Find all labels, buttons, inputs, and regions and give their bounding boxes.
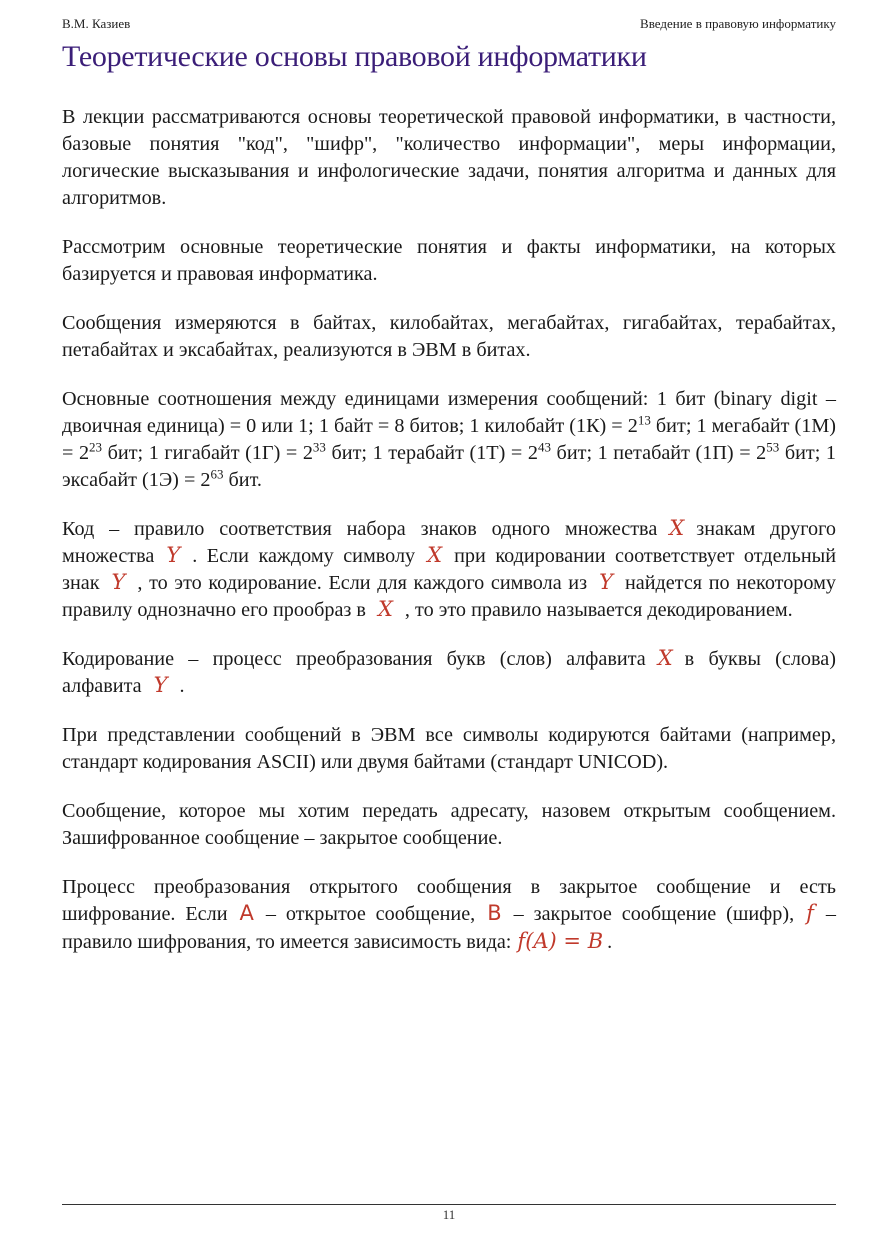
math-symbol-y: Y (599, 570, 613, 594)
paragraph-code-definition (62, 516, 836, 624)
text-segment: – закрытое сообщение (шифр), (513, 903, 795, 925)
text-segment: бит; 1 гигабайт (1Г) = 2 (102, 442, 313, 464)
text-segment: , то это правило называется декодированием. (404, 599, 793, 621)
paragraph-unit-relations (62, 386, 836, 494)
exponent: 63 (210, 466, 224, 482)
text-segment: бит; 1 петабайт (1П) = 2 (550, 442, 767, 464)
text-segment: . (179, 675, 185, 697)
math-symbol-x: X (377, 597, 393, 621)
math-symbol-x: X (657, 646, 673, 670)
text-segment: в буквы (слова) алфавита (62, 648, 836, 697)
header-author: В.М. Казиев (62, 16, 131, 31)
text-segment: Процесс преобразования открытого сообщения в закрытое сообщение и есть шифрование. Если (62, 876, 836, 925)
math-formula: f(A) = B (517, 929, 604, 953)
math-symbol-a: A (239, 901, 254, 925)
text-segment: знакам другого множества (62, 518, 836, 567)
math-symbol-y: Y (111, 570, 126, 594)
paragraph-byte-encoding: При представлении сообщений в ЭВМ все символы кодируются байтами (например, стандарт кодирования ASCII) или двумя байтами (стандарт UNICOD). (62, 724, 836, 773)
text-segment: бит; 1 мегабайт (1М) = 2 (62, 415, 837, 464)
math-symbol-y: Y (153, 673, 168, 697)
text-segment: – правило шифрования, то имеется зависимость вида: (62, 903, 837, 953)
header-book-title: Введение в правовую информатику (640, 16, 836, 31)
text-segment: , то это кодирование. Если для каждого символа из (137, 572, 588, 594)
text-segment: Кодирование – процесс преобразования букв (слов) алфавита (62, 648, 646, 670)
section-title: Теоретические основы правовой информатики (62, 40, 647, 73)
page-number: 11 (442, 1207, 456, 1222)
exponent: 23 (89, 439, 103, 455)
exponent: 53 (766, 439, 780, 455)
math-symbol-f: f (806, 901, 814, 925)
paragraph-encryption (62, 874, 836, 956)
text-segment: бит; 1 эксабайт (1Э) = 2 (62, 442, 836, 491)
paragraph-intro: В лекции рассматриваются основы теоретической правовой информатики, в частности, базовые понятия "код", "шифр", "количество информации", меры информации, логические высказывания и инфологические задачи, понятия алгоритма и данных для алгоритмов. (62, 106, 836, 209)
body-text (62, 104, 836, 978)
text-segment: – открытое сообщение, (265, 903, 476, 925)
document-page (62, 0, 836, 1241)
paragraph-encoding (62, 646, 836, 700)
text-segment: при кодировании соответствует отдельный знак (62, 545, 836, 594)
exponent: 13 (637, 412, 651, 428)
text-segment: бит; 1 терабайт (1Т) = 2 (325, 442, 538, 464)
text-segment: Код – правило соответствия набора знаков одного множества (62, 518, 658, 540)
math-symbol-x: X (669, 516, 685, 540)
math-symbol-b: B (487, 901, 502, 925)
paragraph-concepts: Рассмотрим основные теоретические понятия и факты информатики, на которых базируется и правовая информатика. (62, 236, 836, 285)
footer-divider (62, 1204, 836, 1205)
exponent: 33 (312, 439, 326, 455)
text-segment: найдется по некоторому правилу однозначно его прообраз в (62, 572, 836, 621)
text-segment: бит. (223, 469, 262, 491)
text-segment: Основные соотношения между единицами измерения сообщений: 1 бит (binary digit – двоичная единица) = 0 или 1; 1 байт = 8 битов; 1 килобайт (1К) = 2 (62, 388, 836, 437)
text-segment: . (607, 931, 613, 953)
exponent: 43 (537, 439, 551, 455)
paragraph-units: Сообщения измеряются в байтах, килобайтах, мегабайтах, гигабайтах, терабайтах, петабайтах и эксабайтах, реализуются в ЭВМ в битах. (62, 312, 836, 361)
math-symbol-y: Y (166, 543, 181, 567)
paragraph-open-message: Сообщение, которое мы хотим передать адресату, назовем открытым сообщением. Зашифрованное сообщение – закрытое сообщение. (62, 800, 836, 849)
math-symbol-x: X (427, 543, 443, 567)
text-segment: . Если каждому символу (192, 545, 416, 567)
